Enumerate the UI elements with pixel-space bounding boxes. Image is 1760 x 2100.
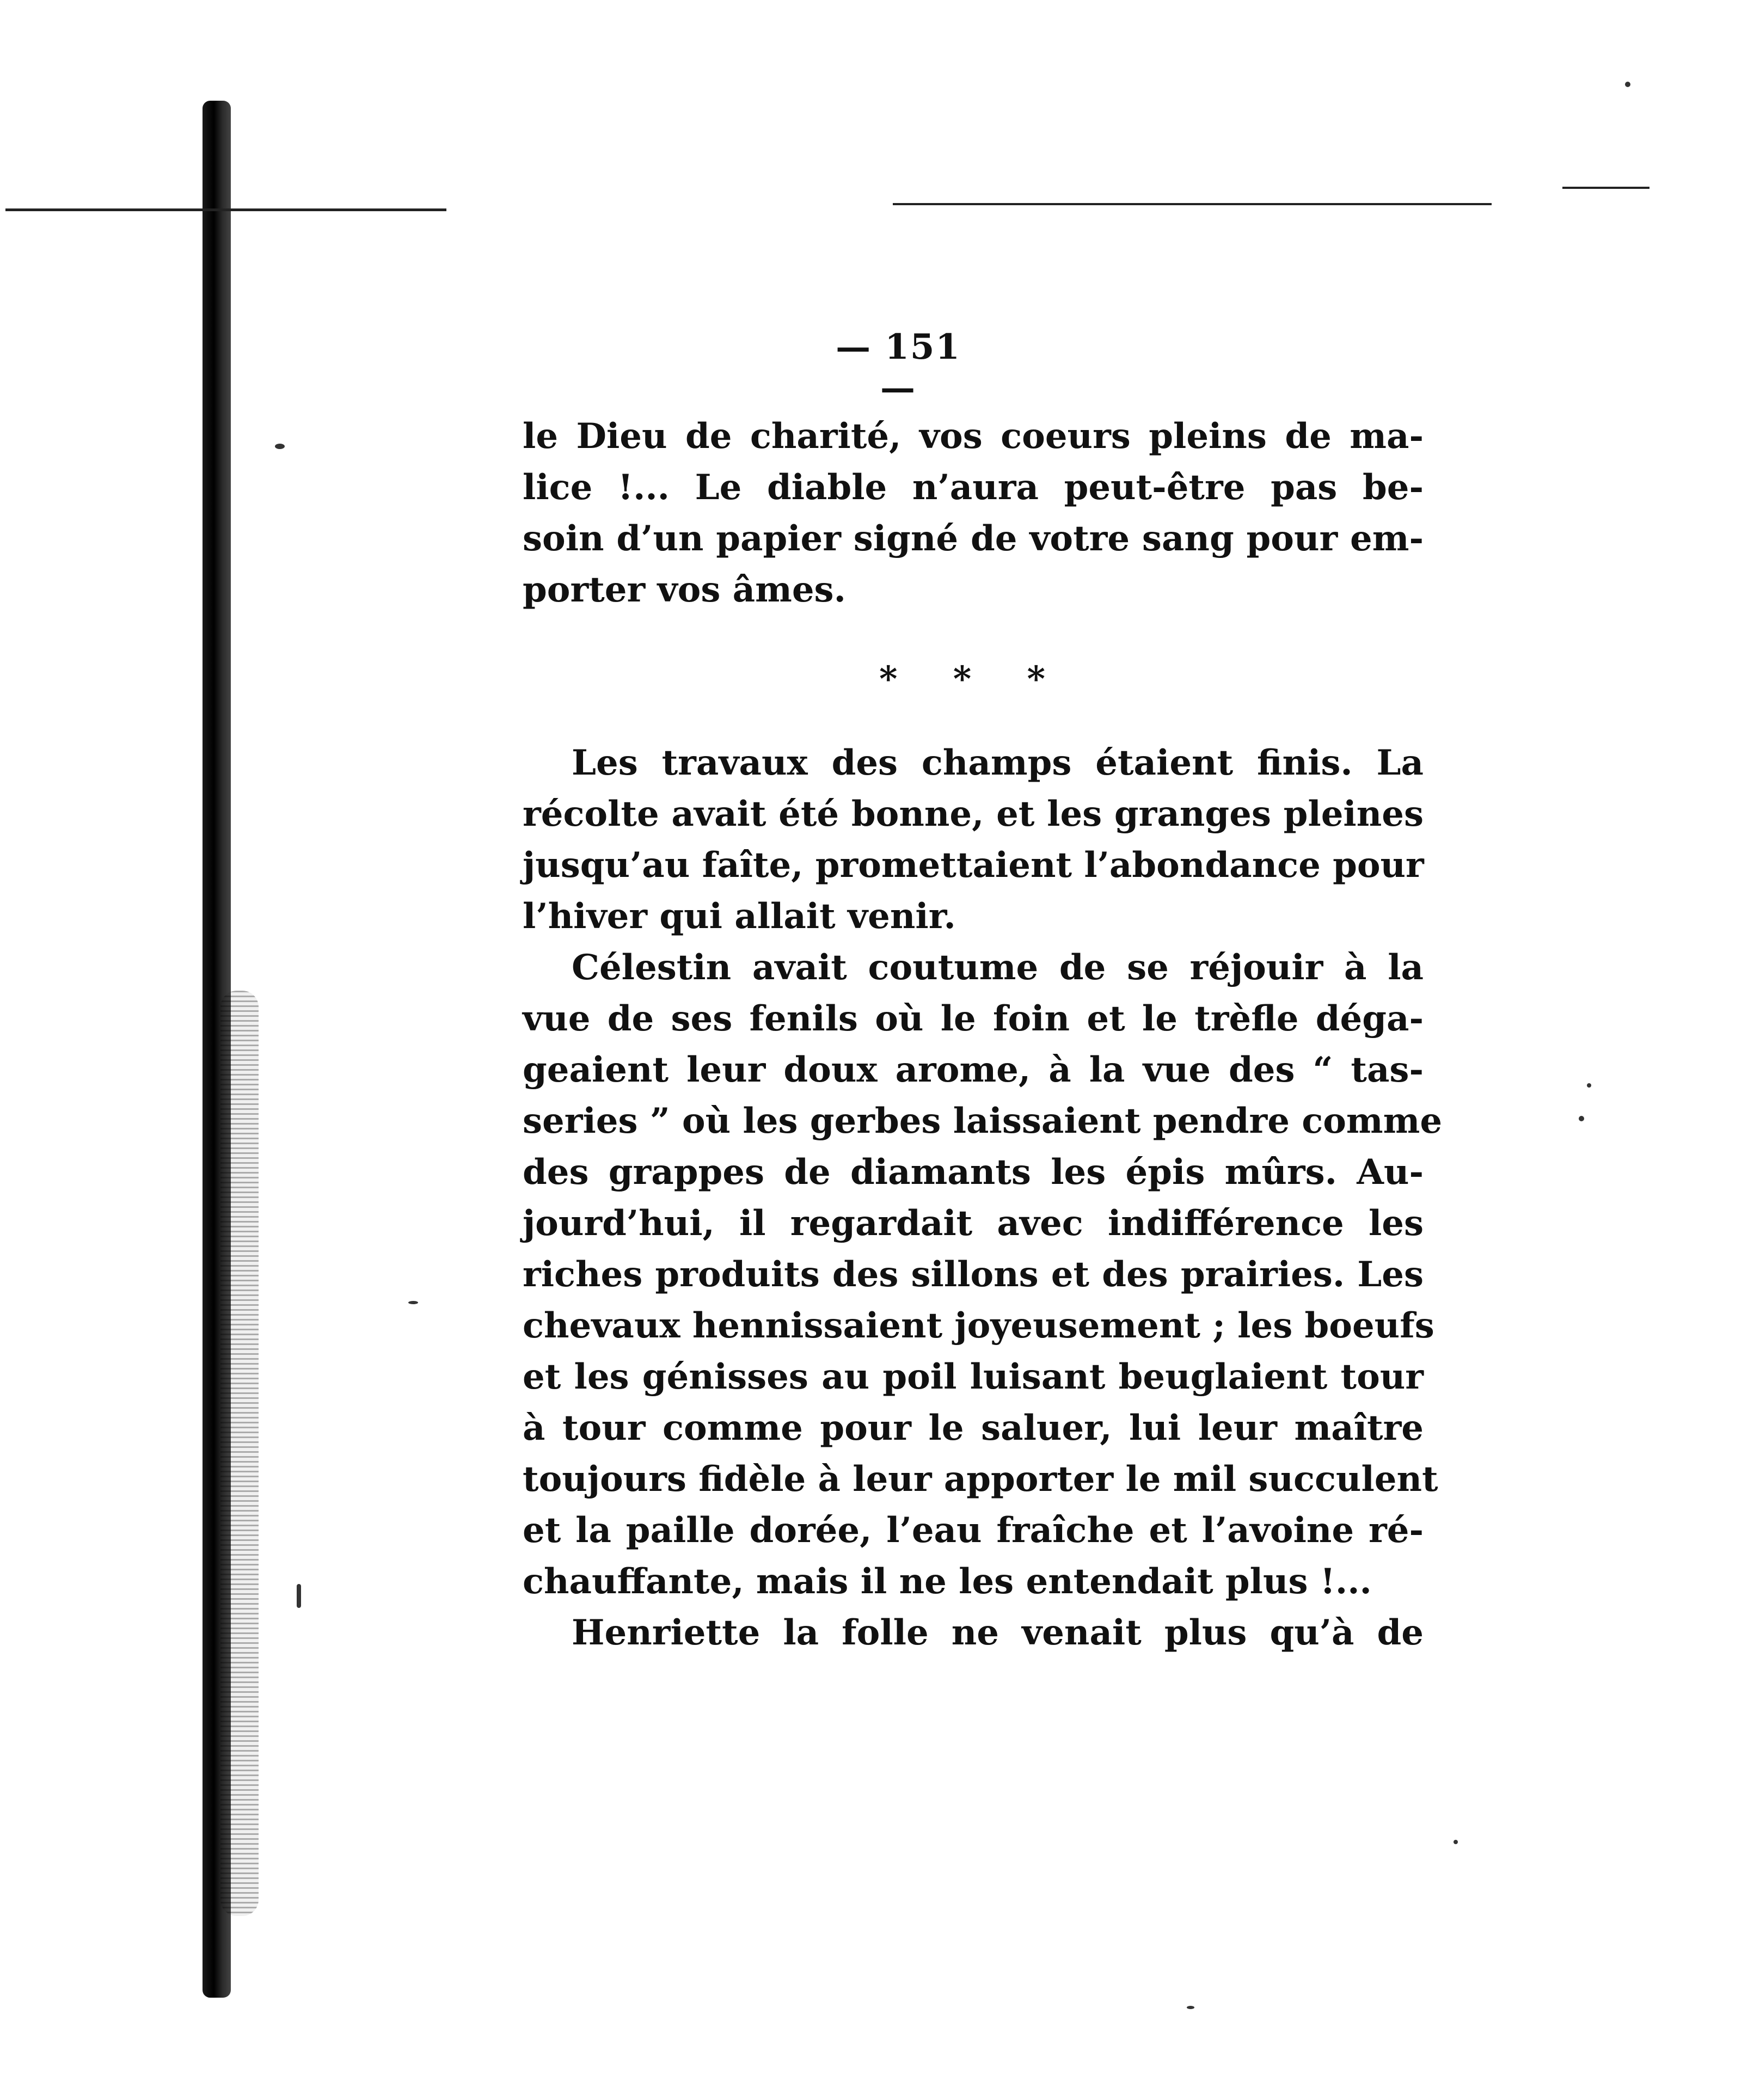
scan-speck [1587,1083,1591,1088]
paragraph-1 [523,411,1424,616]
top-rule-left [5,208,446,211]
paragraph-2 [523,738,1424,942]
text-line: et la paille dorée, l’eau fraîche et l’avoine ré- [523,1510,1424,1551]
text-line: Les travaux des champs étaient finis. La [572,742,1424,783]
paragraph-3 [523,942,1443,1607]
top-rule-middle [893,203,1492,205]
text-line: porter vos âmes. [523,569,846,610]
text-line: lice !... Le diable n’aura peut-être pas be- [523,467,1424,508]
text-line: series ” où les gerbes laissaient pendre comme [523,1101,1443,1141]
text-line: chauffante, mais il ne les entendait plus !... [523,1561,1372,1602]
paragraph-4 [523,1607,1424,1659]
text-line: riches produits des sillons et des prairies. Les [523,1254,1424,1295]
text-line: l’hiver qui allait venir. [523,896,956,937]
page-body [523,411,1443,1659]
scan-speck [1579,1116,1584,1121]
text-line: toujours fidèle à leur apporter le mil succulent [523,1459,1438,1500]
text-line: vue de ses fenils où le foin et le trèfle déga- [523,998,1424,1039]
text-line: jusqu’au faîte, promettaient l’abondance pour [523,845,1424,886]
page-number: — 151 — [836,327,961,408]
section-separator: * * * [879,659,1067,699]
top-rule-right [1562,187,1649,189]
text-line: et les génisses au poil luisant beuglaient tour [523,1356,1424,1397]
text-line: geaient leur doux arome, à la vue des “ tas- [523,1049,1424,1090]
scan-speck [1187,2006,1194,2009]
text-line: Célestin avait coutume de se réjouir à la [572,947,1424,988]
text-line: à tour comme pour le saluer, lui leur maître [523,1408,1424,1448]
scan-speck [275,444,285,449]
text-line: jourd’hui, il regardait avec indifférence les [523,1203,1424,1244]
text-line: Henriette la folle ne venait plus qu’à de [572,1612,1424,1653]
scan-speck [1625,82,1630,87]
scan-speck [1454,1840,1458,1844]
text-line: des grappes de diamants les épis mûrs. Au- [523,1152,1424,1193]
text-line: soin d’un papier signé de votre sang pour em- [523,518,1424,559]
text-line: récolte avait été bonne, et les granges pleines [523,794,1424,834]
text-line: chevaux hennissaient joyeusement ; les boeufs [523,1305,1434,1346]
scan-speck [297,1584,301,1608]
scan-speck [408,1301,418,1304]
text-line: le Dieu de charité, vos coeurs pleins de ma- [523,416,1424,457]
spine-fray-texture [220,991,259,1916]
